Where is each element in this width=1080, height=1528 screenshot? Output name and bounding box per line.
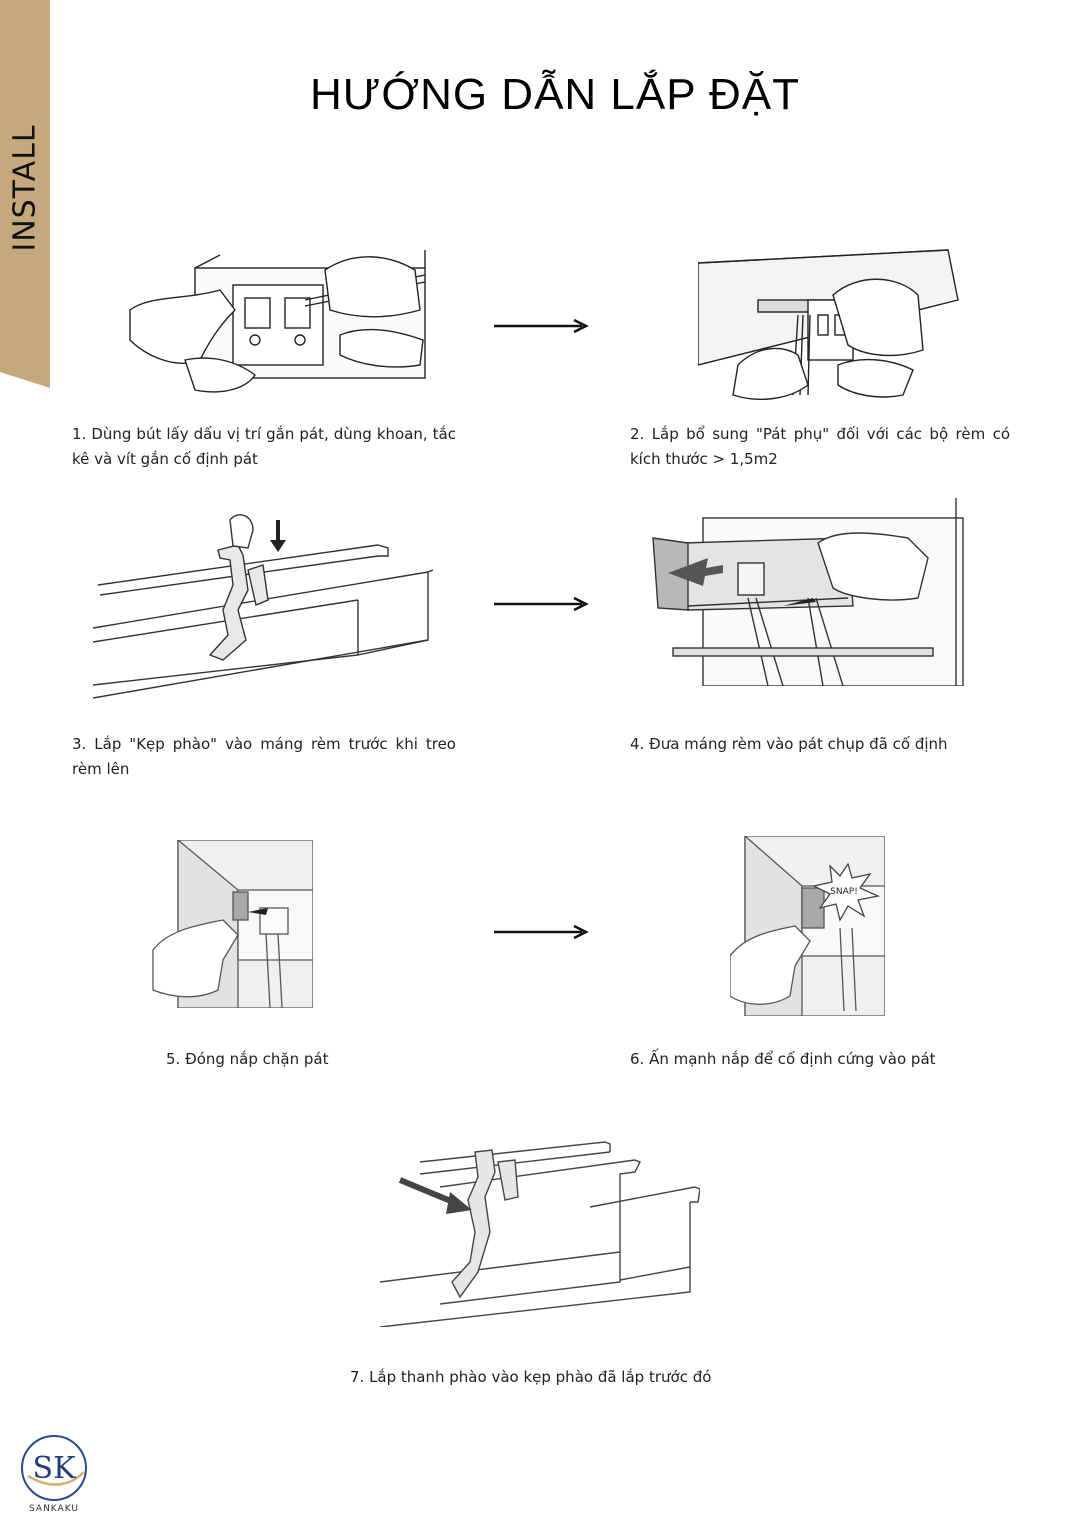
step-3-caption: 3. Lắp "Kẹp phào" vào máng rèm trước khi treo rèm lên [72, 735, 456, 778]
step-4-caption: 4. Đưa máng rèm vào pát chụp đã cố định [630, 735, 948, 753]
step-2-illustration [698, 245, 963, 405]
arrow-icon [490, 318, 590, 334]
logo-name: SANKAKU [29, 1504, 79, 1514]
step-2-caption: 2. Lắp bổ sung "Pát phụ" đối với các bộ rèm có kích thước > 1,5m2 [630, 425, 1010, 468]
logo-initials: SK [32, 1451, 76, 1486]
side-tab [0, 0, 50, 388]
arrow-icon [490, 924, 590, 940]
step-6-caption: 6. Ấn mạnh nắp để cố định cứng vào pát [630, 1050, 936, 1068]
step-6-illustration [730, 836, 885, 1016]
arrow-icon [490, 596, 590, 612]
step-5-illustration [148, 840, 313, 1008]
step-5-caption: 5. Đóng nắp chặn pát [166, 1050, 329, 1068]
step-7-illustration [380, 1132, 700, 1327]
sankaku-logo [18, 1432, 90, 1522]
logo-emblem [18, 1432, 90, 1504]
side-tab-label: INSTALL [7, 124, 43, 252]
page-title: HƯỚNG DẪN LẮP ĐẶT [309, 70, 801, 119]
snap-text: SNAP! [830, 887, 858, 897]
step-1-caption: 1. Dùng bút lấy dấu vị trí gắn pát, dùng khoan, tắc kê và vít gắn cố định pát [72, 425, 456, 468]
step-3-illustration [88, 510, 433, 702]
step-4-illustration [648, 498, 966, 686]
step-1-illustration [125, 240, 435, 405]
step-7-caption: 7. Lắp thanh phào vào kẹp phào đã lắp trước đó [350, 1368, 712, 1386]
